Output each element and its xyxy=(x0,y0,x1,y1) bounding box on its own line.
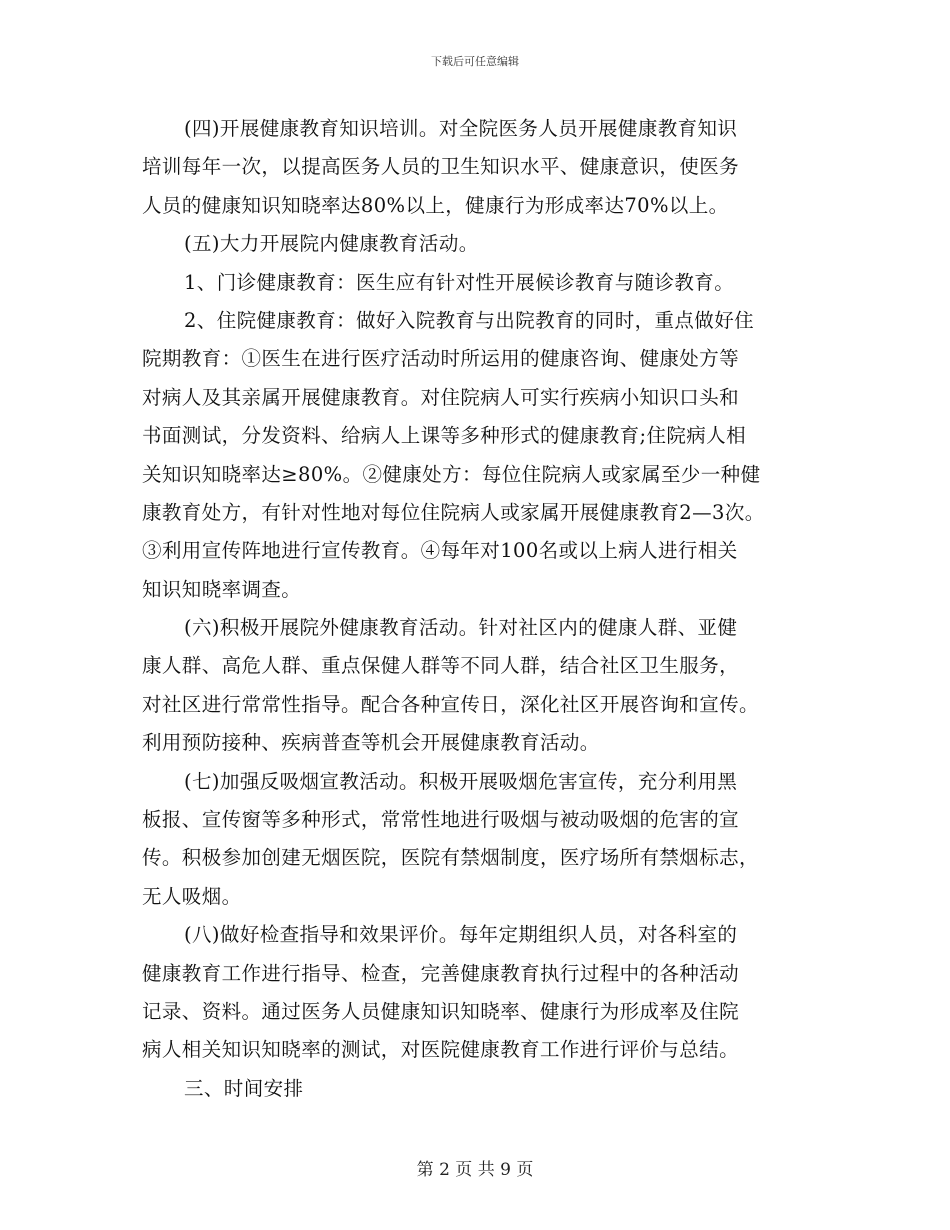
body-text-line: (五)大力开展院内健康教育活动。 xyxy=(184,232,479,256)
body-text-line: (八)做好检查指导和效果评价。每年定期组织人员，对各科室的 xyxy=(184,923,738,947)
body-text-line: 三、时间安排 xyxy=(184,1076,304,1100)
body-text-line: (七)加强反吸烟宣教活动。积极开展吸烟危害宣传，充分利用黑 xyxy=(184,769,738,793)
body-text-line: 利用预防接种、疾病普查等机会开展健康教育活动。 xyxy=(142,731,600,755)
body-text-line: 无人吸烟。 xyxy=(142,884,242,908)
body-text-line: (四)开展健康教育知识培训。对全院医务人员开展健康教育知识 xyxy=(184,117,738,140)
body-text-line: 2、住院健康教育：做好入院教育与出院教育的同时，重点做好住 xyxy=(184,308,755,332)
body-text-line: 对病人及其亲属开展健康教育。对住院病人可实行疾病小知识口头和 xyxy=(142,385,740,409)
body-text-line: ③利用宣传阵地进行宣传教育。④每年对100名或以上病人进行相关 xyxy=(142,539,738,563)
body-text-line: 传。积极参加创建无烟医院，医院有禁烟制度，医疗场所有禁烟标志， xyxy=(142,846,759,870)
body-text-line: 康教育处方，有针对性地对每位住院病人或家属开展健康教育2—3次。 xyxy=(142,500,765,524)
body-text-line: 健康教育工作进行指导、检查，完善健康教育执行过程中的各种活动 xyxy=(142,961,740,985)
page-header: 下载后可任意编辑 xyxy=(431,55,519,68)
body-text-line: 1、门诊健康教育：医生应有针对性开展候诊教育与随诊教育。 xyxy=(184,270,735,294)
body-text-line: 关知识知晓率达≥80%。②健康处方：每位住院病人或家属至少一种健 xyxy=(142,462,761,486)
body-text-line: 人员的健康知识知晓率达80%以上，健康行为形成率达70%以上。 xyxy=(142,193,729,217)
document-body xyxy=(142,110,817,1108)
body-text-line: 康人群、高危人群、重点保健人群等不同人群，结合社区卫生服务， xyxy=(142,654,740,678)
body-text-line: 病人相关知识知晓率的测试，对医院健康教育工作进行评价与总结。 xyxy=(142,1038,740,1062)
body-text-line: 板报、宣传窗等多种形式，常常性地进行吸烟与被动吸烟的危害的宣 xyxy=(142,808,740,832)
body-text-line: 知识知晓率调查。 xyxy=(142,577,302,601)
page-footer: 第 2 页 共 9 页 xyxy=(416,1160,534,1180)
body-text-line: 对社区进行常常性指导。配合各种宣传日，深化社区开展咨询和宣传。 xyxy=(142,692,759,716)
body-text-line: (六)积极开展院外健康教育活动。针对社区内的健康人群、亚健 xyxy=(184,616,738,640)
body-text-line: 院期教育：①医生在进行医疗活动时所运用的健康咨询、健康处方等 xyxy=(142,347,740,371)
body-text-line: 记录、资料。通过医务人员健康知识知晓率、健康行为形成率及住院 xyxy=(142,999,740,1023)
body-text-line: 培训每年一次，以提高医务人员的卫生知识水平、健康意识，使医务 xyxy=(142,155,740,179)
body-text-line: 书面测试，分发资料、给病人上课等多种形式的健康教育;住院病人相 xyxy=(142,424,746,448)
